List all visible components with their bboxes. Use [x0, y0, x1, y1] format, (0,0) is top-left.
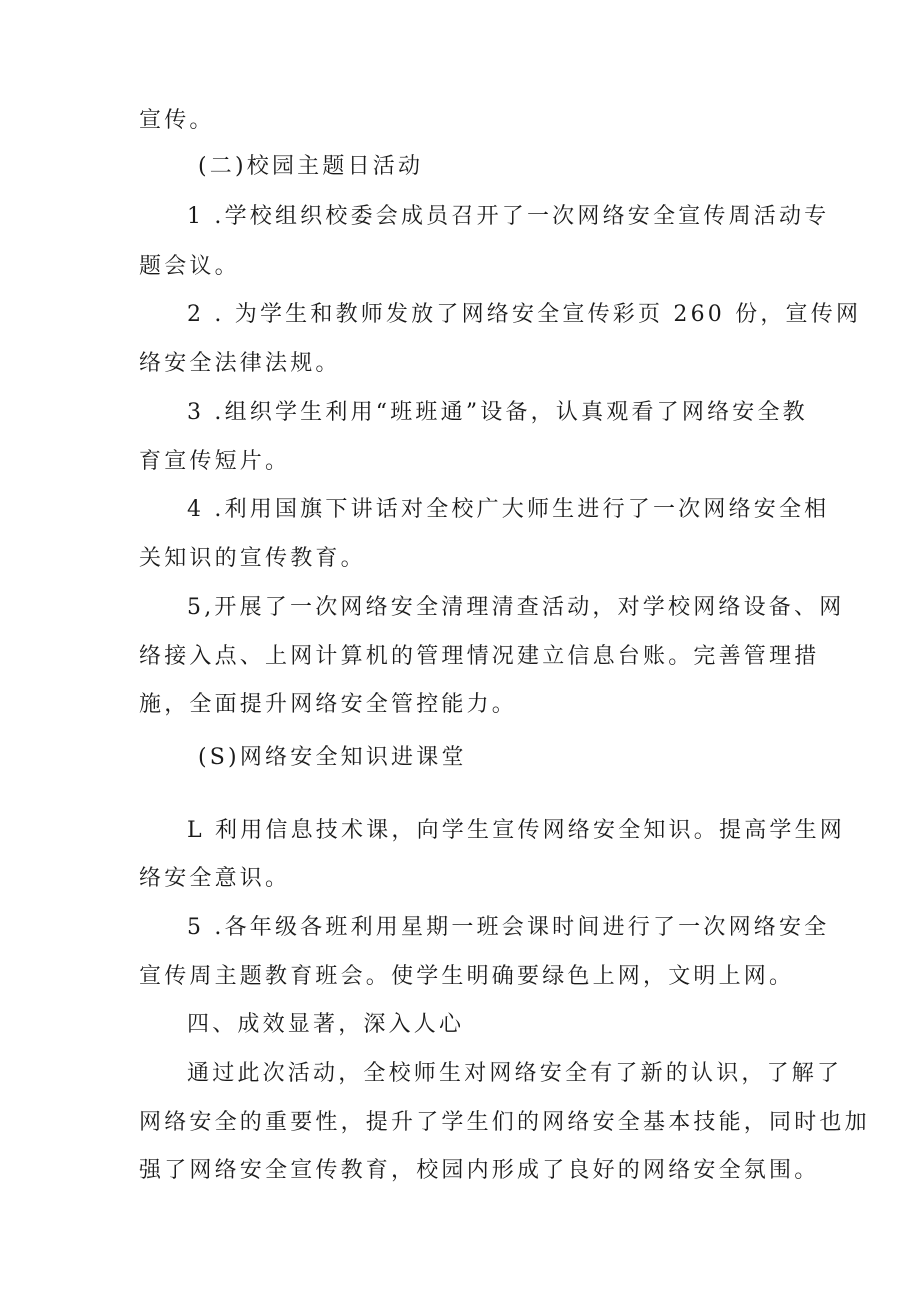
paragraph-line: 关知识的宣传教育。 — [139, 546, 366, 571]
paragraph-line: 络接入点、上网计算机的管理情况建立信息台账。完善管理措 — [139, 644, 820, 669]
paragraph-line: 宣传。 — [139, 108, 215, 133]
paragraph-line: 络安全法律法规。 — [139, 351, 341, 376]
paragraph-line: 2 . 为学生和教师发放了网络安全宣传彩页 260 份，宣传网 — [187, 302, 862, 327]
paragraph-line: 1 .学校组织校委会成员召开了一次网络安全宣传周活动专 — [187, 204, 830, 229]
paragraph-line: 育宣传短片。 — [139, 449, 291, 474]
paragraph-line: 强了网络安全宣传教育，校园内形成了良好的网络安全氛围。 — [139, 1158, 820, 1183]
section-heading: (二)校园主题日活动 — [198, 154, 424, 179]
paragraph-line: 5 .各年级各班利用星期一班会课时间进行了一次网络安全 — [187, 915, 830, 940]
paragraph-line: 宣传周主题教育班会。使学生明确要绿色上网，文明上网。 — [139, 964, 795, 989]
paragraph-line: 题会议。 — [139, 254, 240, 279]
paragraph-line: 网络安全的重要性，提升了学生们的网络安全基本技能，同时也加 — [139, 1110, 870, 1135]
paragraph-line: 施，全面提升网络安全管控能力。 — [139, 692, 518, 717]
section-heading: (S)网络安全知识进课堂 — [198, 745, 467, 770]
section-heading: 四、成效显著，深入人心 — [187, 1012, 465, 1037]
paragraph-line: L 利用信息技术课，向学生宣传网络安全知识。提高学生网 — [187, 818, 846, 843]
paragraph-line: 络安全意识。 — [139, 866, 291, 891]
paragraph-line: 3 .组织学生利用“班班通”设备，认真观看了网络安全教 — [187, 400, 808, 425]
paragraph-line: 5,开展了一次网络安全清理清查活动，对学校网络设备、网 — [187, 595, 845, 620]
paragraph-line: 4 .利用国旗下讲话对全校广大师生进行了一次网络安全相 — [187, 497, 830, 522]
paragraph-line: 通过此次活动，全校师生对网络安全有了新的认识，了解了 — [187, 1061, 843, 1086]
